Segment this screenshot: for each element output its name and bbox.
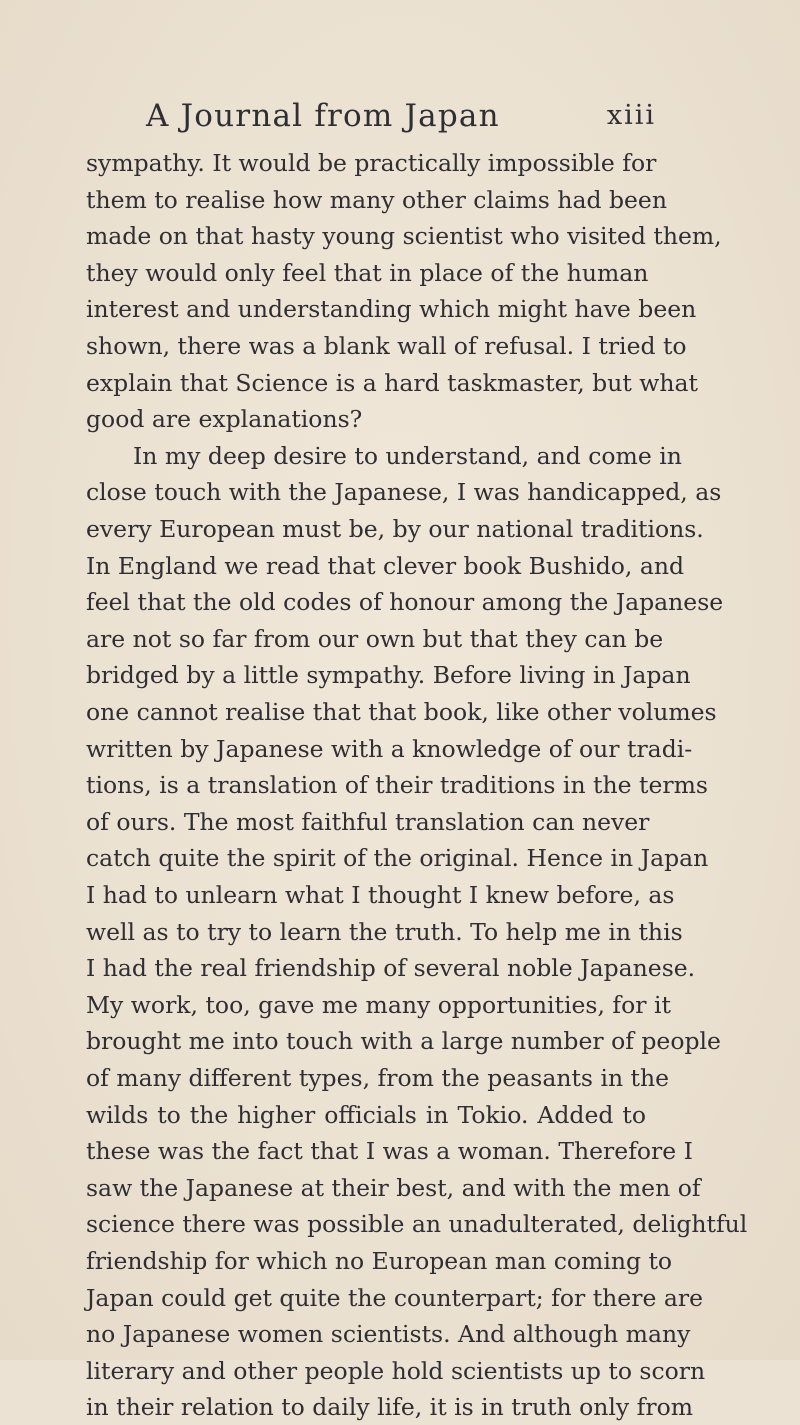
- text-line: of ours. The most faithful translation can never: [86, 807, 650, 836]
- text-line: feel that the old codes of honour among the Japanese: [86, 588, 724, 617]
- text-line: brought me into touch with a large number of people: [86, 1027, 721, 1056]
- text-line: In England we read that clever book Bushido, and: [86, 551, 685, 580]
- text-line: good are explanations?: [86, 405, 363, 434]
- text-line: I had the real friendship of several noble Japanese.: [86, 954, 696, 983]
- text-line: of many different types, from the peasants in the: [86, 1064, 670, 1092]
- text-line: I had to unlearn what I thought I knew before, as: [86, 881, 675, 909]
- text-line: science there was possible an unadulterated, delightful: [86, 1210, 748, 1239]
- text-line: friendship for which no European man coming to: [86, 1247, 673, 1275]
- text-line: made on that hasty young scientist who visited them,: [86, 222, 722, 251]
- text-line: tions, is a translation of their traditions in the terms: [86, 771, 708, 800]
- text-line: saw the Japanese at their best, and with the men of: [86, 1173, 701, 1202]
- text-line: every European must be, by our national traditions.: [86, 515, 704, 543]
- text-line: no Japanese women scientists. And although many: [86, 1320, 691, 1349]
- text-line: one cannot realise that that book, like other volumes: [86, 698, 717, 726]
- text-line: wilds to the higher officials in Tokio. Added to: [86, 1100, 646, 1129]
- text-line: are not so far from our own but that they can be: [86, 624, 664, 653]
- text-line: these was the fact that I was a woman. Therefore I: [86, 1137, 693, 1166]
- running-head: [146, 96, 656, 136]
- text-line: literary and other people hold scientists up to scorn: [86, 1356, 706, 1385]
- text-line: My work, too, gave me many opportunities, for it: [86, 990, 671, 1019]
- paragraph-first-line: In my deep desire to understand, and come in: [133, 441, 682, 470]
- text-line: close touch with the Japanese, I was handicapped, as: [86, 478, 722, 507]
- running-title: A Journal from Japan: [146, 98, 500, 134]
- text-line: explain that Science is a hard taskmaster, but what: [86, 368, 698, 397]
- text-line: shown, there was a blank wall of refusal. I tried to: [86, 332, 687, 360]
- text-line: well as to try to learn the truth. To help me in this: [86, 917, 683, 946]
- text-line: Japan could get quite the counterpart; for there are: [86, 1283, 703, 1312]
- text-line: bridged by a little sympathy. Before living in Japan: [86, 661, 691, 690]
- text-line: them to realise how many other claims had been: [86, 185, 667, 214]
- page-number: xiii: [606, 100, 656, 131]
- text-line: interest and understanding which might have been: [86, 295, 697, 324]
- text-line: catch quite the spirit of the original. Hence in Japan: [86, 844, 709, 873]
- text-line: in their relation to daily life, it is in truth only from: [86, 1393, 694, 1422]
- text-line: they would only feel that in place of the human: [86, 258, 649, 287]
- text-line: sympathy. It would be practically impossible for: [86, 149, 657, 177]
- text-line: written by Japanese with a knowledge of our tradi-: [86, 734, 693, 763]
